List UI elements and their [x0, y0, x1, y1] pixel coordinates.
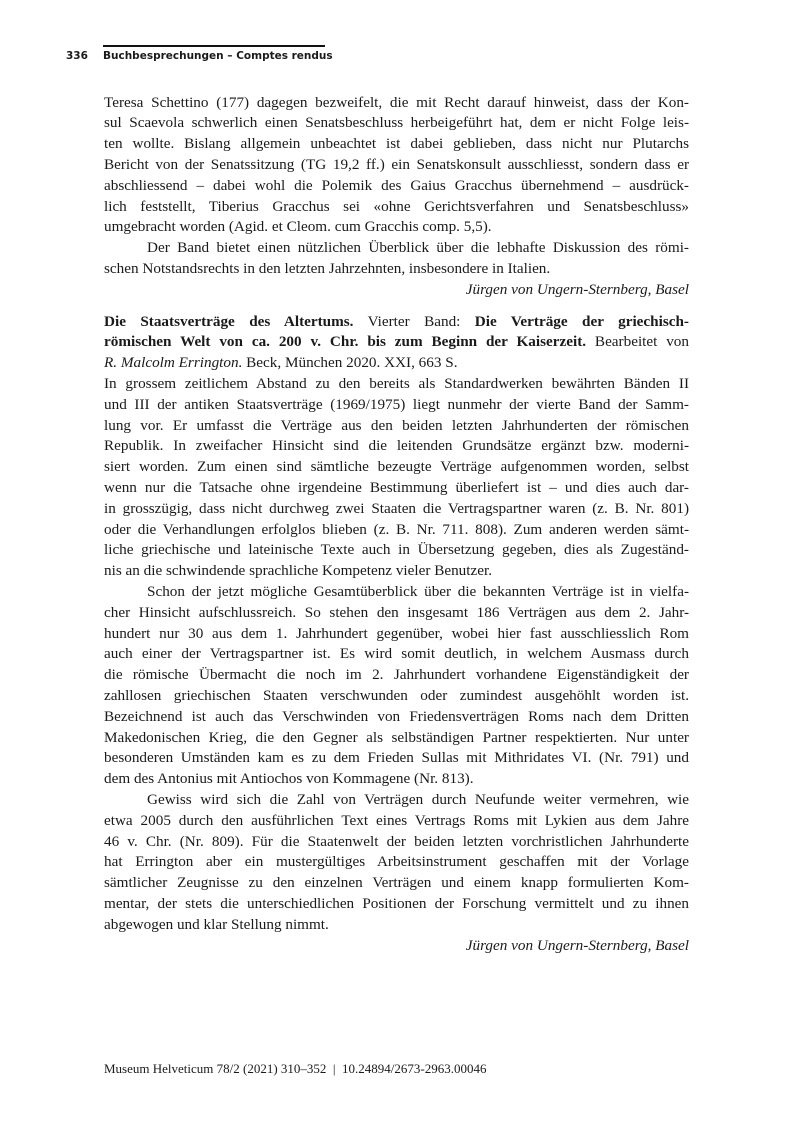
- text-line: hundert nur 30 aus dem 1. Jahrhundert gegenüber, wobei hier fast ausschliesslich Rom: [104, 624, 689, 642]
- text-line: Schon der jetzt mögliche Gesamtüberblick über die bekannten Verträge ist in vielfa-: [147, 582, 689, 600]
- text-line: auch einer der Vertragspartner ist. Es wird somit deutlich, in welchem Ausmass durch: [104, 645, 689, 663]
- text-line: Der Band bietet einen nützlichen Überblick über die lebhafte Diskussion des römi-: [147, 239, 689, 257]
- text-line: abschliessend – dabei wohl die Polemik des Gaius Gracchus übernehmend – ausdrück-: [104, 176, 689, 194]
- book-title-part-1: Die Verträge der griechisch-: [474, 312, 689, 330]
- text-line: Republik. In zweifacher Hinsicht sind die leitenden Grundsätze ergänzt bzw. moderni-: [104, 437, 689, 455]
- text-line: In grossem zeitlichem Abstand zu den bereits als Standardwerken bewährten Bänden II: [104, 374, 689, 392]
- review-2-heading-line-2: [104, 332, 689, 353]
- book-publisher: Beck, München 2020. XXI, 663 S.: [242, 354, 458, 372]
- text-line: schen Notstandsrechts in den letzten Jahrzehnten, insbesondere in Italien.: [104, 259, 551, 277]
- text-line: besonderen Umständen kam es zu dem Frieden Sullas mit Mithridates VI. (Nr. 791) und: [104, 749, 689, 767]
- volume-label: Vierter Band:: [353, 312, 475, 330]
- text-line: mentar, der stets die unterschiedlichen Positionen der Forschung vermittelt und zu ihnen: [104, 894, 689, 912]
- page-number: 336: [66, 50, 88, 62]
- review-2-signature: Jürgen von Ungern-Sternberg, Basel: [465, 936, 689, 954]
- paragraph: [104, 374, 689, 582]
- text-line: 46 v. Chr. (Nr. 809). Für die Staatenwelt der beiden letzten vorchristlichen Jahrhunderte: [104, 832, 689, 850]
- text-line: siert worden. Zum einen sind sämtliche bezeugte Verträge aufgenommen worden, selbst: [104, 458, 689, 476]
- review-1: [104, 93, 689, 301]
- paragraph: [104, 790, 689, 936]
- review-1-body: [104, 93, 689, 280]
- text-line: dem des Antonius mit Antiochos von Kommagene (Nr. 813).: [104, 770, 474, 788]
- header-rule: [103, 45, 325, 47]
- text-line: hat Errington aber ein mustergültiges Arbeitsinstrument geschaffen mit der Vorlage: [104, 853, 689, 871]
- book-editor: R. Malcolm Errington.: [104, 354, 243, 372]
- text-line: sul Scaevola schwerlich einen Senatsbeschluss herbeigeführt hat, dem er nicht Folge leis-: [104, 114, 689, 132]
- text-line: Bericht von der Senatssitzung (TG 19,2 ff.) ein Senatskonsult ausschliesst, sondern dass er: [104, 155, 689, 173]
- text-line: abgewogen und klar Stellung nimmt.: [104, 915, 329, 933]
- text-line: liche griechische und lateinische Texte auch in Übersetzung gegeben, dies als Zugeständ-: [104, 541, 689, 559]
- text-line: lich feststellt, Tiberius Gracchus sei «ohne Gerichtsverfahren und Senatsbeschluss»: [104, 197, 689, 215]
- text-line: lung vor. Er umfasst die Verträge aus den beiden letzten Jahrhunderten der römischen: [104, 416, 689, 434]
- review-2-body: [104, 374, 689, 936]
- text-line: die römische Übermacht die noch im 2. Jahrhundert vorhandene Eigenständigkeit der: [104, 666, 689, 684]
- footer-citation-text: Museum Helveticum 78/2 (2021) 310–352 | 10.24894/2673-2963.00046: [104, 1061, 487, 1076]
- text-line: nis an die schwindende sprachliche Kompetenz vieler Benutzer.: [104, 562, 492, 580]
- text-line: in grosszügig, dass nicht durchweg zwei Staaten die Vertragspartner waren (z. B. Nr. 801): [104, 499, 689, 517]
- review-2-heading-line-1: [104, 312, 689, 333]
- book-series-title: Die Staatsverträge des Altertums.: [104, 312, 354, 330]
- text-line: etwa 2005 durch den ausführlichen Text eines Vertrags Roms mit Lykien aus dem Jahre: [104, 811, 689, 829]
- text-line: Gewiss wird sich die Zahl von Verträgen durch Neufunde weiter vermehren, wie: [147, 790, 689, 808]
- text-line: cher Hinsicht aufschlussreich. So stehen den insgesamt 186 Verträgen aus dem 2. Jahr-: [104, 603, 689, 621]
- review-1-signature: Jürgen von Ungern-Sternberg, Basel: [465, 280, 689, 298]
- text-line: oder die Verhandlungen erfolglos blieben (z. B. Nr. 711. 808). Zum anderen werden sämt-: [104, 520, 689, 538]
- text-line: wenn nur die Tatsache ohne irgendeine Bestimmung überliefert ist – und dies auch dar-: [104, 478, 689, 496]
- text-line: zahllosen griechischen Staaten verschwunden oder zumindest ausgehöhlt worden ist.: [104, 686, 689, 704]
- review-2: [104, 312, 689, 957]
- text-line: ten wollte. Bislang allgemein unbeachtet ist dabei geblieben, dass nicht nur Plutarchs: [104, 135, 689, 153]
- footer-citation: [104, 1061, 486, 1077]
- edited-by-label: Bearbeitet von: [586, 333, 689, 351]
- text-line: Teresa Schettino (177) dagegen bezweifelt, die mit Recht darauf hinweist, dass der Kon-: [104, 93, 689, 111]
- paragraph: [104, 582, 689, 790]
- text-line: und III der antiken Staatsverträge (1969/1975) liegt nunmehr der vierte Band der Samm-: [104, 395, 689, 413]
- book-title-part-2: römischen Welt von ca. 200 v. Chr. bis zum Beginn der Kaiserzeit.: [104, 333, 587, 351]
- text-line: Bezeichnend ist auch das Verschwinden von Friedensverträgen Roms nach dem Dritten: [104, 707, 689, 725]
- text-line: umgebracht worden (Agid. et Cleom. cum Gracchis comp. 5,5).: [104, 218, 492, 236]
- running-header: [66, 50, 333, 62]
- review-2-heading-line-3: [104, 353, 689, 374]
- text-line: sämtlicher Zeugnisse zu den einzelnen Verträgen und einem knapp formulierten Kom-: [104, 874, 689, 892]
- text-line: Makedonischen Krieg, die den Gegner als selbständigen Partner respektierten. Nur unter: [104, 728, 689, 746]
- section-title: Buchbesprechungen – Comptes rendus: [103, 50, 333, 62]
